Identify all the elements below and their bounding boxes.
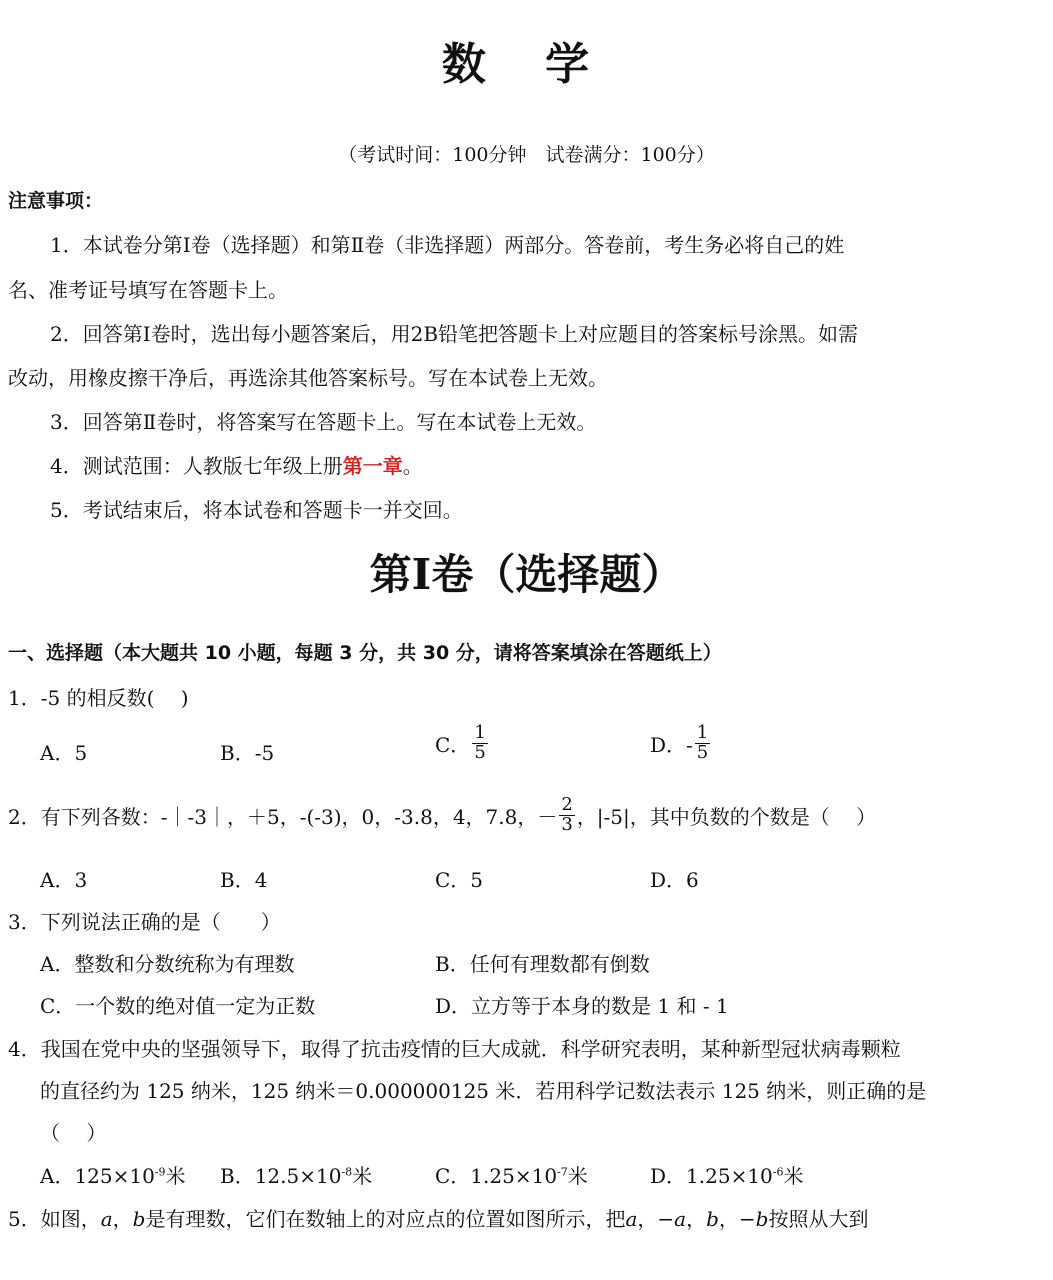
q1-option-d-label: D．-	[650, 732, 693, 757]
note-2-line-1: 2．回答第Ⅰ卷时，选出每小题答案后，用2B铅笔把答题卡上对应题目的答案标号涂黑。如需	[50, 322, 859, 346]
q1-option-c-label: C．	[435, 732, 471, 757]
q1-option-b: B．-5	[220, 741, 275, 765]
q4-option-c: C．$1.25\times 10^{-7}$米	[435, 1164, 588, 1188]
question-4-line-1: 4．我国在党中央的坚强领导下，取得了抗击疫情的巨大成就．科学研究表明，某种新型冠状病毒颗粒	[8, 1037, 901, 1061]
note-4-highlight: 第一章	[342, 454, 403, 478]
question-1-stem: 1．-5 的相反数( )	[8, 686, 189, 710]
q1-option-d	[650, 724, 712, 763]
question-4-line-2: 的直径约为 125 纳米，125 纳米＝0.000000125 米．若用科学记数法表示 125 纳米，则正确的是	[40, 1079, 927, 1103]
q4-option-b: B．$12.5\times 10^{-8}$米	[220, 1164, 373, 1188]
q2-option-d: D．6	[650, 868, 699, 892]
note-1-line-1: 1．本试卷分第Ⅰ卷（选择题）和第Ⅱ卷（非选择题）两部分。答卷前，考生务必将自己的姓	[50, 233, 845, 257]
note-4-suffix: 。	[402, 454, 423, 478]
section-title: 第Ⅰ卷（选择题）	[369, 550, 684, 599]
q1-option-c	[435, 724, 490, 763]
note-2-line-2: 改动，用橡皮擦干净后，再选涂其他答案标号。写在本试卷上无效。	[8, 366, 608, 390]
q3-option-d: D．立方等于本身的数是 1 和 - 1	[435, 994, 729, 1018]
q4-option-d: D．$1.25\times 10^{-6}$米	[650, 1164, 804, 1188]
note-1-line-2: 名、准考证号填写在答题卡上。	[8, 278, 288, 302]
question-3-stem: 3．下列说法正确的是（ ）	[8, 910, 281, 934]
question-5-stem: 5．如图，a，b是有理数，它们在数轴上的对应点的位置如图所示，把a，−a，b，−b按照从大到	[8, 1207, 869, 1231]
part-heading: 一、选择题（本大题共 10 小题，每题 3 分，共 30 分，请将答案填涂在答题纸上）	[8, 642, 722, 664]
page-title: 数 学	[441, 39, 612, 90]
exam-info: （考试时间：100分钟 试卷满分：100分）	[338, 144, 715, 166]
q2-option-b: B．4	[220, 868, 268, 892]
q2-option-a: A．3	[40, 868, 88, 892]
question-2-stem: 2．有下列各数：-｜-3｜，＋5，-(-3)，0，-3.8，4，7.8，－ $\frac{2}{3}$ ，|-5|，其中负数的个数是（ ）	[8, 794, 877, 835]
note-4-prefix: 4．测试范围：人教版七年级上册	[50, 454, 343, 478]
question-4-line-3: （ ）	[40, 1121, 107, 1145]
q2-fraction: $\frac{2}{3}$	[561, 794, 573, 835]
q1-option-a: A．5	[40, 741, 88, 765]
q1-option-d-fraction: $\frac{1}{5}$	[696, 722, 709, 763]
q3-option-a: A．整数和分数统称为有理数	[40, 952, 295, 976]
notes-heading: 注意事项：	[8, 190, 104, 212]
note-3: 3．回答第Ⅱ卷时，将答案写在答题卡上。写在本试卷上无效。	[50, 410, 597, 434]
q1-option-c-fraction: $\frac{1}{5}$	[474, 722, 486, 763]
q2-option-c: C．5	[435, 868, 484, 892]
note-5: 5．考试结束后，将本试卷和答题卡一并交回。	[50, 498, 463, 522]
q3-option-c: C．一个数的绝对值一定为正数	[40, 994, 316, 1018]
q3-option-b: B．任何有理数都有倒数	[435, 952, 650, 976]
note-4	[50, 450, 423, 479]
q4-option-a: A．$125\times 10^{-9}$米	[40, 1164, 186, 1188]
